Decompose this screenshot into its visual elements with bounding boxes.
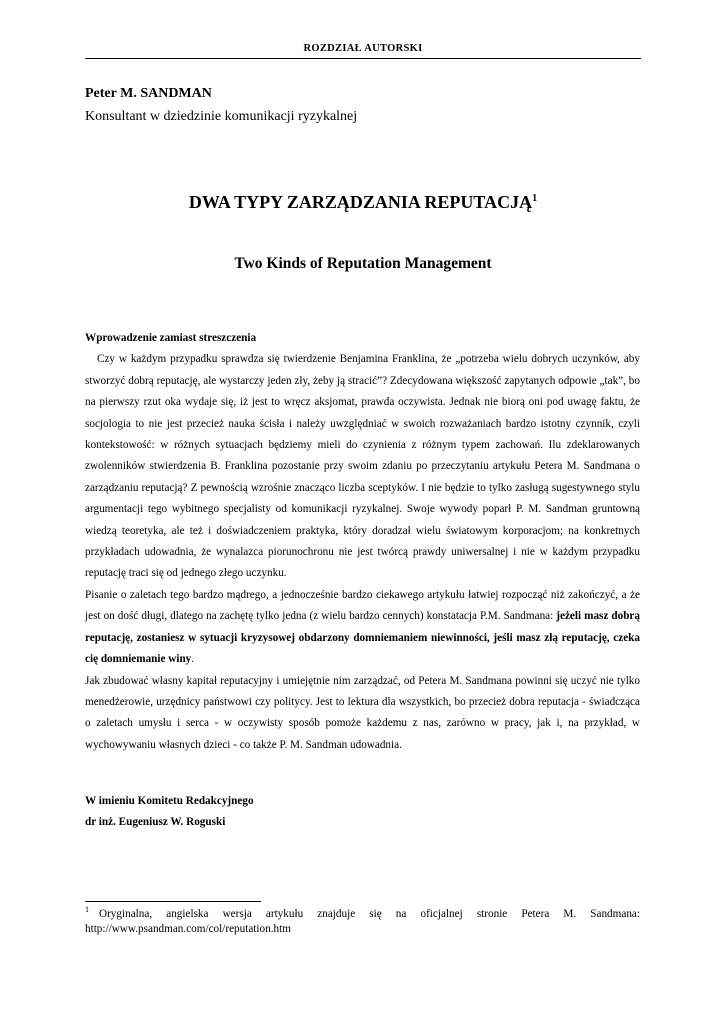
footnote xyxy=(85,907,640,937)
article-title xyxy=(85,192,641,213)
article-body xyxy=(85,328,640,756)
signature-line-2: dr inż. Eugeniusz W. Roguski xyxy=(85,816,226,829)
paragraph-2-start: Pisanie o zaletach tego bardzo mądrego, a jednocześnie bardzo ciekawego artykułu łatwiej rozpocząć niż zakończyć, a że jest on dość długi, dlatego na zachętę tylko jedna (z wielu bardzo cennych) konstatacja P.M. Sandmana: xyxy=(85,588,640,623)
footnote-rule xyxy=(85,901,261,902)
paragraph-2 xyxy=(85,585,640,671)
author-role: Konsultant w dziedzinie komunikacji ryzykalnej xyxy=(85,109,358,124)
paragraph-3: Jak zbudować własny kapitał reputacyjny i umiejętnie nim zarządzać, od Petera M. Sandmana powinni się uczyć nie tylko menedżerowie, urzędnicy państwowi czy politycy. Jest to lektura dla wszystkich, bo przecież dobra reputacja - świadcząca o zaletach umysłu i serca - w oczywisty sposób pomoże każdemu z nas, zarówno w pracy, jak i, na przykład, w wychowywaniu własnych dzieci - co także P. M. Sandman udowadnia. xyxy=(85,674,640,751)
author-name: Peter M. SANDMAN xyxy=(85,86,212,101)
footnote-text: Oryginalna, angielska wersja artykułu znajduje się na oficjalnej stronie Petera M. Sandmana: http://www.psandman.com/col/reputation.htm xyxy=(85,908,640,935)
key-statement: jeżeli masz dobrą reputację, zostaniesz w sytuacji kryzysowej obdarzony domniemaniem niewinności, jeśli masz złą reputację, czeka cię domniemanie winy xyxy=(85,610,640,666)
signature-block xyxy=(85,791,254,834)
header-rule xyxy=(85,58,641,59)
article-subtitle: Two Kinds of Reputation Management xyxy=(234,255,492,272)
paragraph-2-end: . xyxy=(191,653,195,666)
paragraph-1: Czy w każdym przypadku sprawdza się twierdzenie Benjamina Franklina, że „potrzeba wielu dobrych uczynków, aby stworzyć dobrą reputację, ale wystarczy jeden zły, żeby ją stracić”? Zdecydowana większość zapytanych odpowie „tak”, bo na pierwszy rzut oka wydaje się, iż jest to wręcz aksjomat, prawda oczywista. Jednak nie biorą oni pod uwagę faktu, że socjologia to nie jest przecież nauka ścisła i należy uwzględniać w swoich rozważaniach bardzo istotny czynnik, czyli kontekstowość: w różnych sytuacjach będziemy mieli do czynienia z różnym typem zachowań. Ilu zdeklarowanych zwolenników stwierdzenia B. Franklina pozostanie przy swoim zdaniu po przeczytaniu artykułu Petera M. Sandmana o zarządzaniu reputacją? Z pewnością wzrośnie znacząco liczba sceptyków. I nie będzie to tylko zasługą sugestywnego stylu argumentacji tego wybitnego specjalisty od komunikacji ryzykalnej. Swoje wywody poparł P. M. Sandman gruntowną wiedzą teoretyka, ale też i doświadczeniem praktyka, który doradzał wielu światowym korporacjom; na konkretnych przykładach udowadnia, że wynalazca piorunochronu nie jest twórcą prawdy uniwersalnej i nie w każdym przypadku reputację traci się od jednego złego uczynku. xyxy=(85,353,640,580)
title-footnote-mark[interactable]: 1 xyxy=(532,193,538,204)
section-heading: Wprowadzenie zamiast streszczenia xyxy=(85,332,257,344)
article-title-text: DWA TYPY ZARZĄDZANIA REPUTACJĄ xyxy=(188,192,533,212)
footnote-mark: 1 xyxy=(85,905,89,915)
signature-line-1: W imieniu Komitetu Redakcyjnego xyxy=(85,795,254,807)
running-header: ROZDZIAŁ AUTORSKI xyxy=(303,43,423,54)
